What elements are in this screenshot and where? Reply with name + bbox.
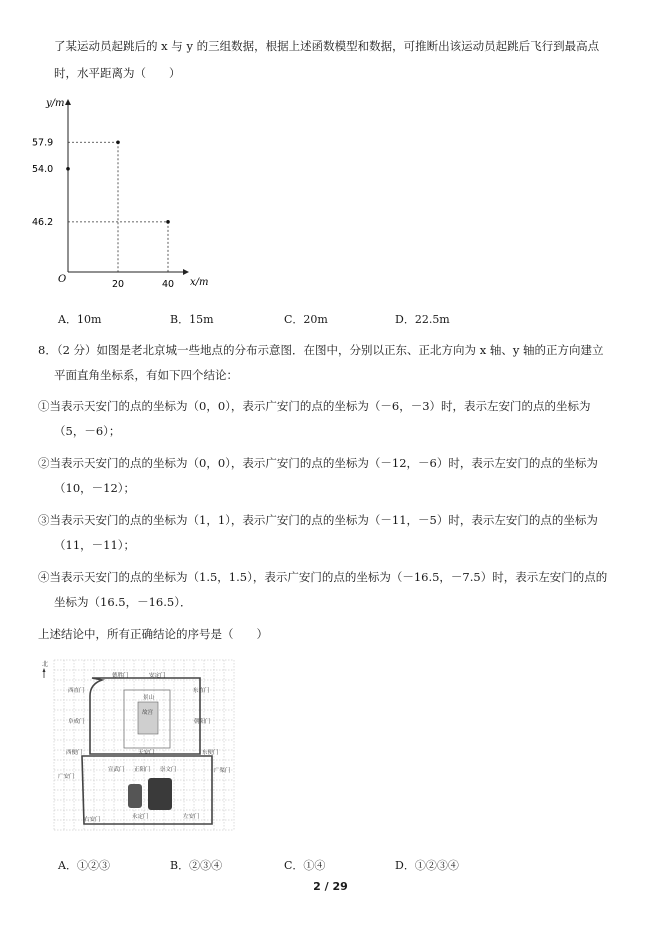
q8-choice-c[interactable]: C．①④ xyxy=(284,859,326,872)
x-axis-label: x/m xyxy=(190,277,209,288)
label-tiananmen: 天安门 xyxy=(138,750,155,756)
q8-map xyxy=(40,656,235,834)
q8-statement-1-b: （5，－6）； xyxy=(54,424,121,438)
q7-choice-b[interactable]: B．15m xyxy=(170,313,214,326)
q8-statement-3-b: （11，－11）； xyxy=(54,538,136,552)
label-xuanwumen: 宣武门 xyxy=(108,767,125,773)
q8-choice-d[interactable]: D．①②③④ xyxy=(395,859,459,872)
label-fuchengmen: 阜成门 xyxy=(68,719,85,725)
data-point-0 xyxy=(66,167,70,171)
label-xibianmen: 西便门 xyxy=(66,750,83,756)
x-tick-label-0: 20 xyxy=(112,279,125,290)
data-point-2 xyxy=(166,220,170,224)
y-tick-label-2: 46.2 xyxy=(32,216,54,228)
q7-text-line-2: 时，水平距离为（ ） xyxy=(54,66,181,80)
q8-statement-2-a: ②当表示天安门的点的坐标为（0，0），表示广安门的点的坐标为（－12，－6）时，表示左安门的点的坐标为 xyxy=(38,456,598,470)
label-guangqumen: 广渠门 xyxy=(214,768,231,774)
q8-statement-4-a: ④当表示天安门的点的坐标为（1.5，1.5），表示广安门的点的坐标为（－16.5，－7.5）时，表示左安门的点的 xyxy=(38,570,608,584)
q8-statement-4-b: 坐标为（16.5，－16.5）． xyxy=(54,595,192,609)
label-deshengmen: 德胜门 xyxy=(112,673,129,679)
data-point-1 xyxy=(116,140,120,144)
label-yongdingmen: 永定门 xyxy=(132,814,149,820)
label-zhengyangmen: 正阳门 xyxy=(134,767,151,773)
label-xizhimen: 西直门 xyxy=(68,688,85,694)
q8-statement-2-b: （10，－12）； xyxy=(54,481,136,495)
q8-choice-b[interactable]: B．②③④ xyxy=(170,859,223,872)
temple-of-agriculture xyxy=(128,784,142,808)
temple-of-heaven xyxy=(148,778,172,810)
y-axis-label: y/m xyxy=(46,98,65,109)
north-label: 北 xyxy=(42,661,49,668)
q7-choice-d[interactable]: D．22.5m xyxy=(395,313,450,326)
label-youanmen: 右安门 xyxy=(84,817,101,823)
q8-text-line-2: 平面直角坐标系，有如下四个结论： xyxy=(54,368,238,382)
label-zuoanmen: 左安门 xyxy=(183,814,200,820)
q8-statement-3-a: ③当表示天安门的点的坐标为（1，1），表示广安门的点的坐标为（－11，－5）时，表示左安门的点的坐标为 xyxy=(38,513,598,527)
label-jingshan: 景山 xyxy=(143,695,155,701)
q8-text-line-1: 8．（2 分）如图是老北京城一些地点的分布示意图．在图中，分别以正东、正北方向为 x 轴、y 轴的正方向建立 xyxy=(38,343,604,357)
x-tick-label-1: 40 xyxy=(162,279,175,290)
q7-chart xyxy=(28,92,218,292)
y-tick-label-1: 54.0 xyxy=(32,163,54,175)
label-chaoyangmen: 朝阳门 xyxy=(194,719,211,725)
label-guanganmen: 广安门 xyxy=(58,774,75,780)
label-andingmen: 安定门 xyxy=(149,673,166,679)
label-gugong: 故宫 xyxy=(142,710,154,716)
page-number: 2 / 29 xyxy=(313,880,348,893)
q7-text-line-1: 了某运动员起跳后的 x 与 y 的三组数据，根据上述函数模型和数据，可推断出该运动员起跳后飞行到最高点 xyxy=(54,39,600,53)
forbidden-city xyxy=(138,702,158,734)
label-dongbianmen: 东便门 xyxy=(202,750,219,756)
label-chongwenmen: 崇文门 xyxy=(160,767,177,773)
label-dongzhimen: 东直门 xyxy=(193,688,210,694)
origin-label: O xyxy=(58,274,67,285)
q8-question: 上述结论中，所有正确结论的序号是（ ） xyxy=(38,627,268,641)
q8-choice-a[interactable]: A．①②③ xyxy=(58,859,110,872)
q7-choice-a[interactable]: A．10m xyxy=(58,313,102,326)
q8-statement-1-a: ①当表示天安门的点的坐标为（0，0），表示广安门的点的坐标为（－6，－3）时，表示左安门的点的坐标为 xyxy=(38,399,591,413)
y-tick-label-0: 57.9 xyxy=(32,137,54,149)
q7-choice-c[interactable]: C．20m xyxy=(284,313,328,326)
